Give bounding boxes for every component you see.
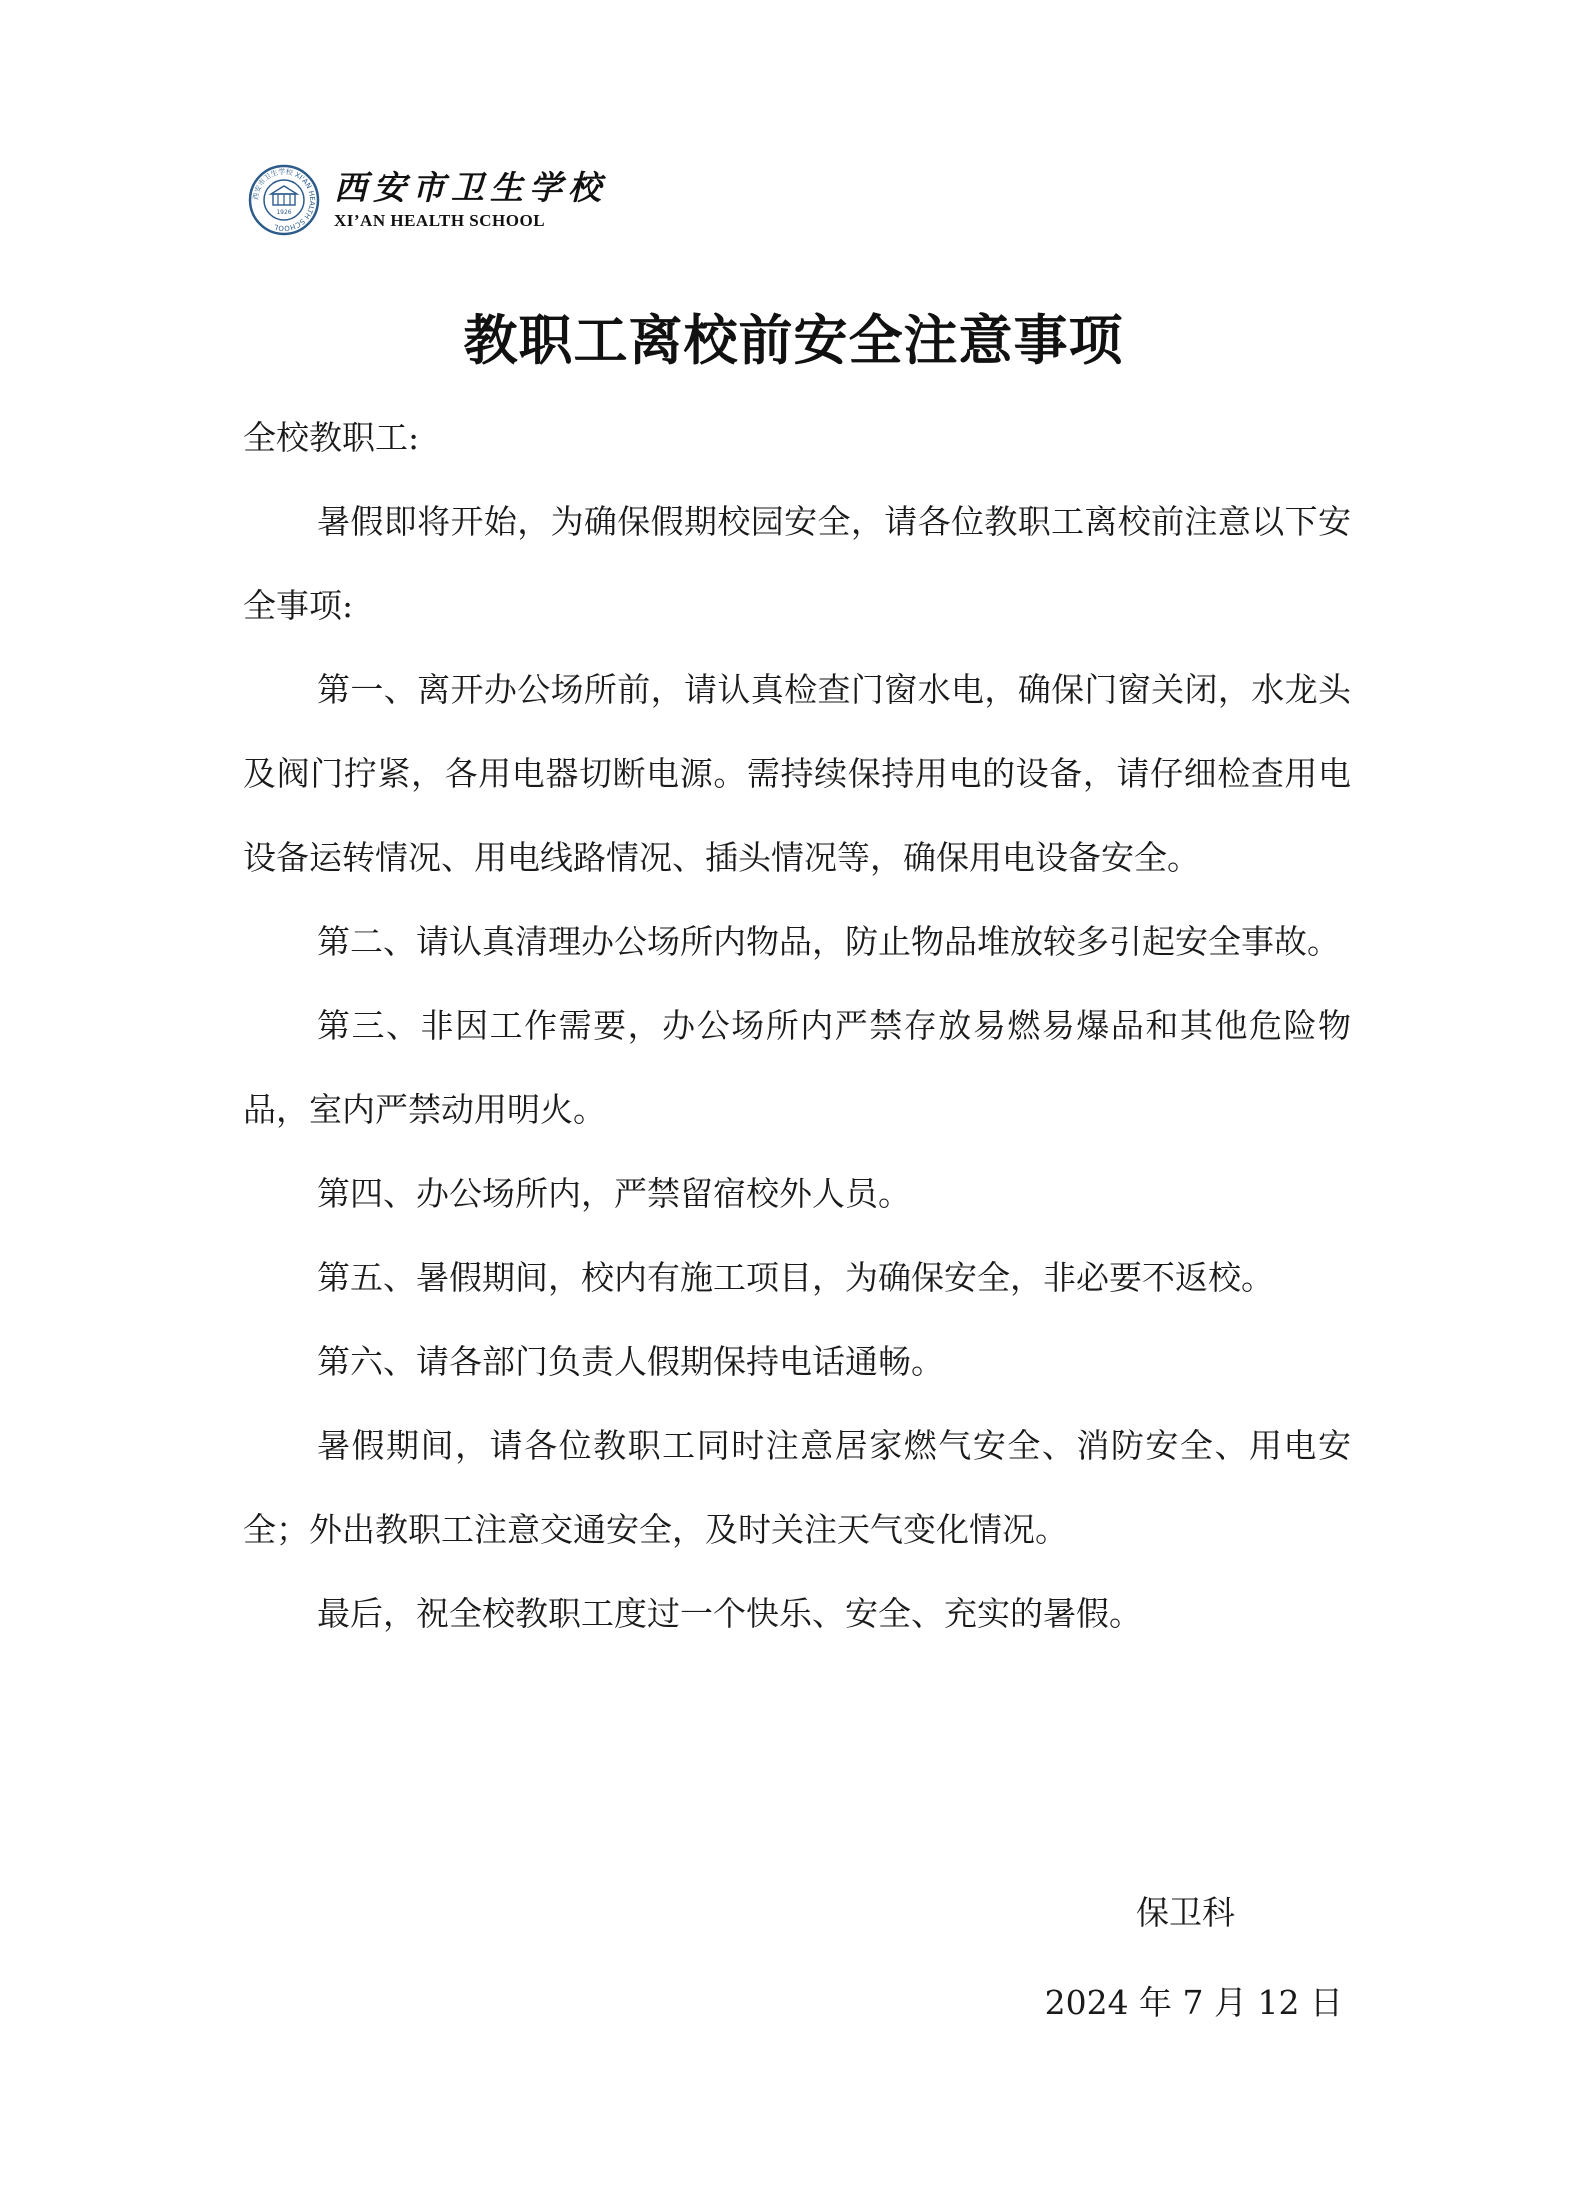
seal-year: 1926 — [276, 209, 292, 216]
school-name-block — [334, 168, 607, 232]
paragraph-item-5: 第五、暑假期间，校内有施工项目，为确保安全，非必要不返校。 — [317, 1258, 1274, 1297]
signature-department: 保卫科 — [1136, 1893, 1235, 1932]
paragraph-intro: 暑假即将开始，为确保假期校园安全，请各位教职工离校前注意以下安全事项: — [243, 502, 1351, 625]
paragraph-item-6: 第六、请各部门负责人假期保持电话通畅。 — [317, 1342, 944, 1381]
paragraph-item-2: 第二、请认真清理办公场所内物品，防止物品堆放较多引起安全事故。 — [317, 922, 1340, 961]
school-seal-logo — [248, 164, 320, 236]
salutation: 全校教职工: — [243, 418, 420, 457]
paragraph-item-3: 第三、非因工作需要，办公场所内严禁存放易燃易爆品和其他危险物品，室内严禁动用明火。 — [243, 1006, 1351, 1129]
paragraph-item-4: 第四、办公场所内，严禁留宿校外人员。 — [317, 1174, 911, 1213]
school-name-cn: 西安市卫生学校 — [334, 168, 607, 207]
school-name-en: XI’AN HEALTH SCHOOL — [334, 211, 546, 230]
paragraph-item-1: 第一、离开办公场所前，请认真检查门窗水电，确保门窗关闭，水龙头及阀门拧紧，各用电器切断电源。需持续保持用电的设备，请仔细检查用电设备运转情况、用电线路情况、插头情况等，确保用电设备安全。 — [243, 670, 1351, 877]
document-body — [243, 396, 1351, 1656]
signature-date: 2024 年 7 月 12 日 — [1044, 1983, 1343, 2022]
paragraph-reminder: 暑假期间，请各位教职工同时注意居家燃气安全、消防安全、用电安全；外出教职工注意交通安全，及时关注天气变化情况。 — [243, 1426, 1351, 1549]
seal-ring-text: 西安市卫生学校 XI'AN HEALTH SCHOOL — [251, 167, 317, 233]
document-title: 教职工离校前安全注意事项 — [463, 309, 1124, 372]
letterhead — [248, 160, 607, 240]
paragraph-closing: 最后，祝全校教职工度过一个快乐、安全、充实的暑假。 — [317, 1594, 1142, 1633]
